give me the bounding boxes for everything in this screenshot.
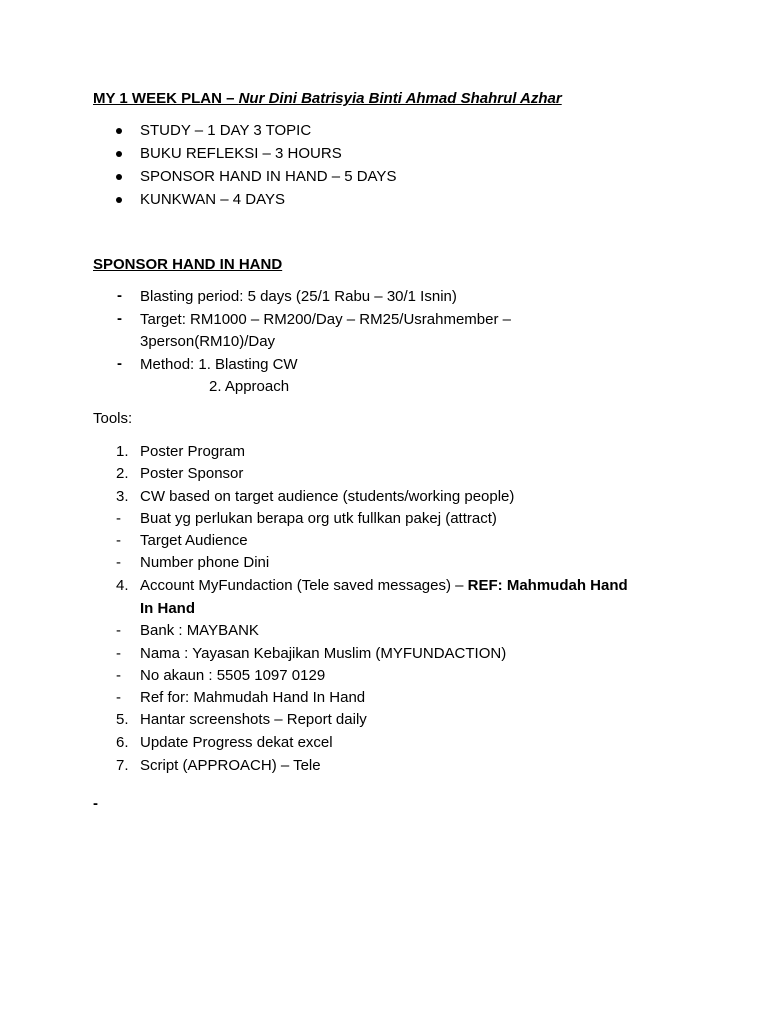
title-prefix: MY 1 WEEK PLAN –	[93, 90, 239, 107]
tools-label: Tools:	[93, 410, 133, 427]
tool-item-continued: In Hand	[140, 600, 195, 617]
list-marker: 1.	[116, 443, 129, 460]
bullet-icon	[116, 197, 122, 203]
tool-item: Nama : Yayasan Kebajikan Muslim (MYFUNDACTION)	[140, 645, 507, 662]
tool-item: CW based on target audience (students/working people)	[140, 488, 515, 505]
tool-item: Poster Program	[140, 443, 246, 460]
sponsor-item: Target: RM1000 – RM200/Day – RM25/Usrahmember –	[140, 311, 511, 328]
tool-item: Buat yg perlukan berapa org utk fullkan pakej (attract)	[140, 510, 497, 527]
trailing-dash: -	[93, 795, 98, 812]
list-marker: -	[116, 554, 121, 571]
tool-item: Number phone Dini	[140, 554, 270, 571]
list-marker: -	[116, 667, 121, 684]
tool-item-text: Account MyFundaction (Tele saved messages) –	[140, 577, 468, 594]
sponsor-item: Blasting period: 5 days (25/1 Rabu – 30/1 Isnin)	[140, 288, 457, 305]
tool-item: Poster Sponsor	[140, 465, 244, 482]
tool-item: Script (APPROACH) – Tele	[140, 757, 321, 774]
dash-marker: -	[117, 355, 122, 372]
tool-item: Target Audience	[140, 532, 248, 549]
dash-marker: -	[117, 310, 122, 327]
tool-item-ref: REF: Mahmudah Hand	[467, 577, 628, 594]
list-marker: 7.	[116, 757, 129, 774]
list-marker: -	[116, 532, 121, 549]
bullet-icon	[116, 128, 122, 134]
list-marker: 2.	[116, 465, 129, 482]
tool-item: Update Progress dekat excel	[140, 734, 333, 751]
list-marker: 3.	[116, 488, 129, 505]
list-marker: -	[116, 689, 121, 706]
tool-item	[140, 577, 628, 595]
tool-item: Hantar screenshots – Report daily	[140, 711, 367, 728]
sponsor-heading: SPONSOR HAND IN HAND	[93, 256, 283, 273]
list-marker: 5.	[116, 711, 129, 728]
plan-item: STUDY – 1 DAY 3 TOPIC	[140, 122, 312, 139]
sponsor-item-continued: 2. Approach	[209, 378, 290, 395]
list-marker: -	[116, 622, 121, 639]
list-marker: -	[116, 510, 121, 527]
list-marker: 6.	[116, 734, 129, 751]
title-name: Nur Dini Batrisyia Binti Ahmad Shahrul Azhar	[238, 90, 562, 107]
page-title	[93, 90, 562, 108]
plan-item: BUKU REFLEKSI – 3 HOURS	[140, 145, 342, 162]
plan-item: SPONSOR HAND IN HAND – 5 DAYS	[140, 168, 397, 185]
sponsor-item-continued: 3person(RM10)/Day	[140, 333, 276, 350]
dash-marker: -	[117, 287, 122, 304]
sponsor-item: Method: 1. Blasting CW	[140, 356, 298, 373]
plan-item: KUNKWAN – 4 DAYS	[140, 191, 286, 208]
tool-item: Ref for: Mahmudah Hand In Hand	[140, 689, 366, 706]
tool-item: No akaun : 5505 1097 0129	[140, 667, 326, 684]
list-marker: 4.	[116, 577, 129, 594]
tool-item: Bank : MAYBANK	[140, 622, 259, 639]
list-marker: -	[116, 645, 121, 662]
bullet-icon	[116, 151, 122, 157]
bullet-icon	[116, 174, 122, 180]
